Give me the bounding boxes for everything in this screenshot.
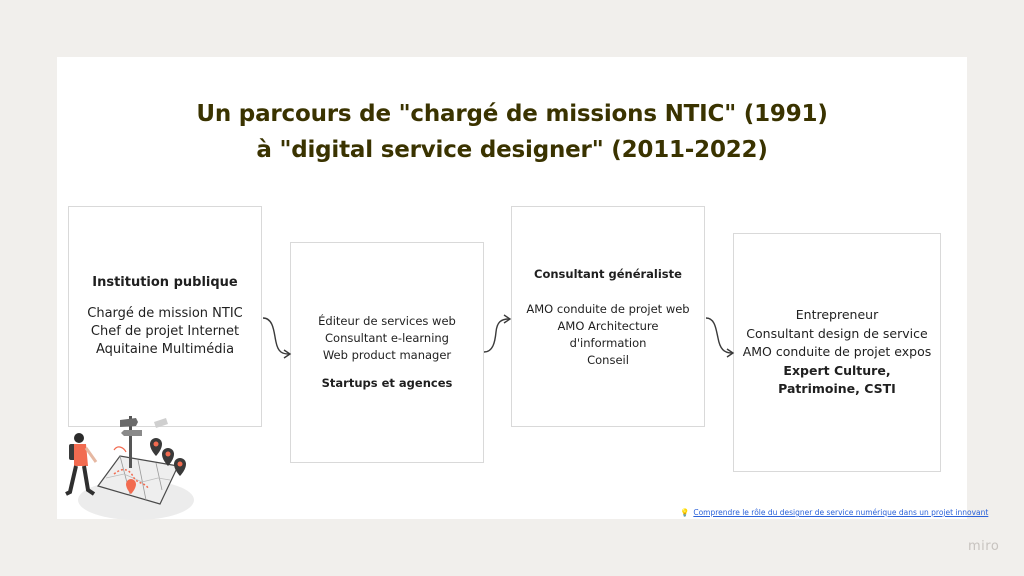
- card-line: Éditeur de services web: [318, 313, 456, 328]
- card-bold-line: Patrimoine, CSTI: [778, 381, 896, 397]
- card-heading: Consultant généraliste: [534, 267, 682, 281]
- card-heading: Institution publique: [92, 275, 238, 290]
- card-line: Chargé de mission NTIC: [87, 306, 243, 321]
- miro-logo: miro: [968, 539, 1000, 554]
- card-line: Conseil: [587, 353, 629, 367]
- card-line: d'information: [569, 336, 647, 350]
- card-footer: Startups et agences: [321, 376, 453, 391]
- card-consultant-generaliste[interactable]: [511, 206, 705, 427]
- card-startups-agences[interactable]: [290, 242, 484, 463]
- card-line: Entrepreneur: [795, 307, 879, 323]
- connector-arrow-3: [703, 313, 737, 359]
- card-bold-line: Expert Culture,: [783, 362, 891, 378]
- card-entrepreneur[interactable]: [733, 233, 941, 472]
- card-line: AMO conduite de projet expos: [742, 344, 932, 360]
- footnote-link[interactable]: [680, 508, 988, 517]
- card-line: Chef de projet Internet: [90, 324, 240, 339]
- card-line: AMO Architecture: [557, 319, 659, 333]
- card-institution-publique[interactable]: [68, 206, 262, 427]
- traveler-map-illustration: [58, 408, 198, 520]
- connector-arrow-1: [260, 312, 294, 360]
- title-line-1: Un parcours de "chargé de missions NTIC" (1991): [196, 101, 828, 127]
- title-line-2: à "digital service designer" (2011-2022): [256, 137, 768, 163]
- card-line: Consultant e-learning: [325, 330, 449, 345]
- lightbulb-icon: 💡: [680, 508, 690, 517]
- card-line: AMO conduite de projet web: [526, 302, 690, 316]
- connector-arrow-2: [481, 312, 515, 358]
- card-line: Consultant design de service: [746, 325, 928, 341]
- diagram-title: [0, 96, 1024, 168]
- footnote-link-text[interactable]: Comprendre le rôle du designer de service numérique dans un projet innovant: [693, 508, 989, 517]
- card-line: Web product manager: [322, 347, 452, 362]
- card-line: Aquitaine Multimédia: [95, 342, 235, 357]
